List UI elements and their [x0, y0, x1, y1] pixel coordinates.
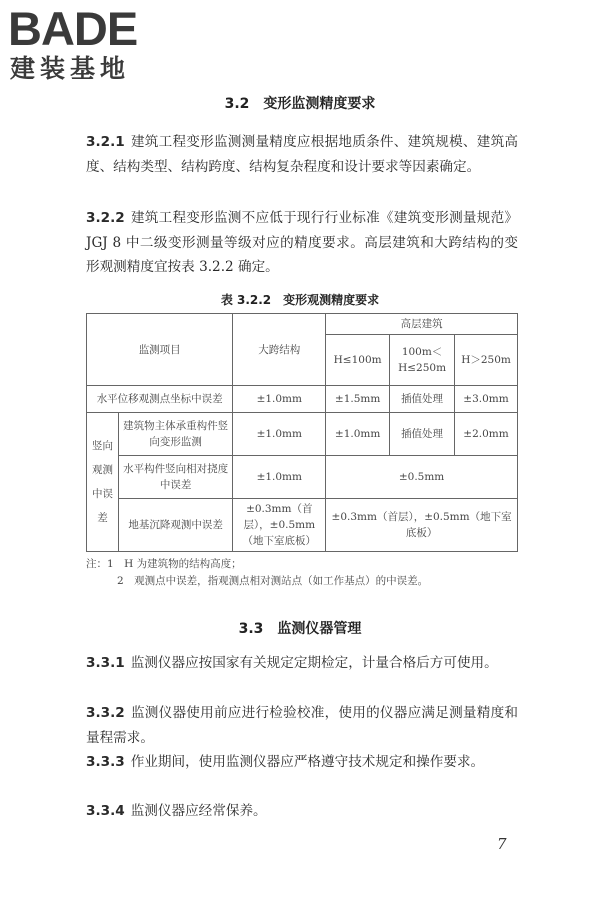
cell-h3: ±2.0mm [455, 413, 518, 456]
table-row [87, 413, 518, 456]
page-number: 7 [497, 835, 507, 853]
clause-number: 3.2.1 [86, 134, 125, 150]
header-h3: H＞250m [455, 335, 518, 386]
cell-item: 水平构件竖向相对挠度中误差 [118, 456, 232, 499]
cell-h1: ±1.0mm [326, 413, 390, 456]
note-2: 2 观测点中误差，指观测点相对测站点（如工作基点）的中误差。 [117, 575, 429, 587]
cell-h1: ±1.5mm [326, 386, 390, 413]
clause-text: 监测仪器应按国家有关规定定期检定，计量合格后方可使用。 [130, 655, 498, 671]
cell-span: ±1.0mm [233, 456, 326, 499]
header-h2: 100m＜H≤250m [390, 335, 455, 386]
cell-span: ±1.0mm [233, 413, 326, 456]
header-item: 监测项目 [87, 314, 233, 386]
table-row [87, 456, 518, 499]
logo-subtitle: 建装基地 [10, 54, 131, 83]
cell-span: ±0.3mm（首层），±0.5mm（地下室底板） [233, 499, 326, 552]
clause-number: 3.3.3 [86, 754, 125, 770]
clause-number: 3.2.2 [86, 210, 125, 226]
clause-number: 3.3.4 [86, 803, 125, 819]
table-header-row [87, 314, 518, 335]
header-span: 大跨结构 [233, 314, 326, 386]
cell-vgroup: 竖向观测中误差 [87, 413, 119, 552]
cell-h2: 插值处理 [390, 386, 455, 413]
header-high: 高层建筑 [326, 314, 518, 335]
cell-item: 建筑物主体承重构件竖向变形监测 [118, 413, 232, 456]
table-caption: 表 3.2.2 变形观测精度要求 [220, 293, 380, 307]
note-1: 注：1 H 为建筑物的结构高度； [86, 558, 242, 570]
paragraph-3-3-2 [86, 701, 518, 750]
paragraph-3-3-3 [86, 750, 518, 775]
paragraph-3-2-1 [86, 130, 518, 179]
table-row [87, 386, 518, 413]
logo-mark: BADE [8, 2, 138, 55]
cell-h3: ±3.0mm [455, 386, 518, 413]
clause-text: 建筑工程变形监测测量精度应根据地质条件、建筑规模、建筑高度、结构类型、结构跨度、结构复杂程度和设计要求等因素确定。 [86, 134, 518, 175]
clause-number: 3.3.1 [86, 655, 125, 671]
clause-number: 3.3.2 [86, 705, 125, 721]
precision-table [86, 313, 518, 552]
clause-text: 监测仪器使用前应进行检验校准，使用的仪器应满足测量精度和量程需求。 [86, 705, 518, 746]
clause-text: 建筑工程变形监测不应低于现行行业标准《建筑变形测量规范》JGJ 8 中二级变形测量等级对应的精度要求。高层建筑和大跨结构的变形观测精度宜按表 3.2.2 确定。 [86, 210, 518, 275]
logo [8, 4, 178, 84]
paragraph-3-3-4 [86, 799, 518, 824]
clause-text: 监测仪器应经常保养。 [130, 803, 267, 819]
paragraph-3-2-2 [86, 206, 518, 280]
section-heading-3-3: 3.3 监测仪器管理 [238, 621, 362, 637]
cell-item: 地基沉降观测中误差 [118, 499, 232, 552]
table-row [87, 499, 518, 552]
cell-span: ±1.0mm [233, 386, 326, 413]
cell-high: ±0.3mm（首层），±0.5mm（地下室底板） [326, 499, 518, 552]
header-h1: H≤100m [326, 335, 390, 386]
cell-item: 水平位移观测点坐标中误差 [87, 386, 233, 413]
cell-h2: 插值处理 [390, 413, 455, 456]
cell-high: ±0.5mm [326, 456, 518, 499]
section-heading-3-2: 3.2 变形监测精度要求 [224, 96, 376, 112]
clause-text: 作业期间，使用监测仪器应严格遵守技术规定和操作要求。 [130, 754, 485, 770]
paragraph-3-3-1 [86, 651, 518, 676]
table-notes [86, 556, 428, 590]
